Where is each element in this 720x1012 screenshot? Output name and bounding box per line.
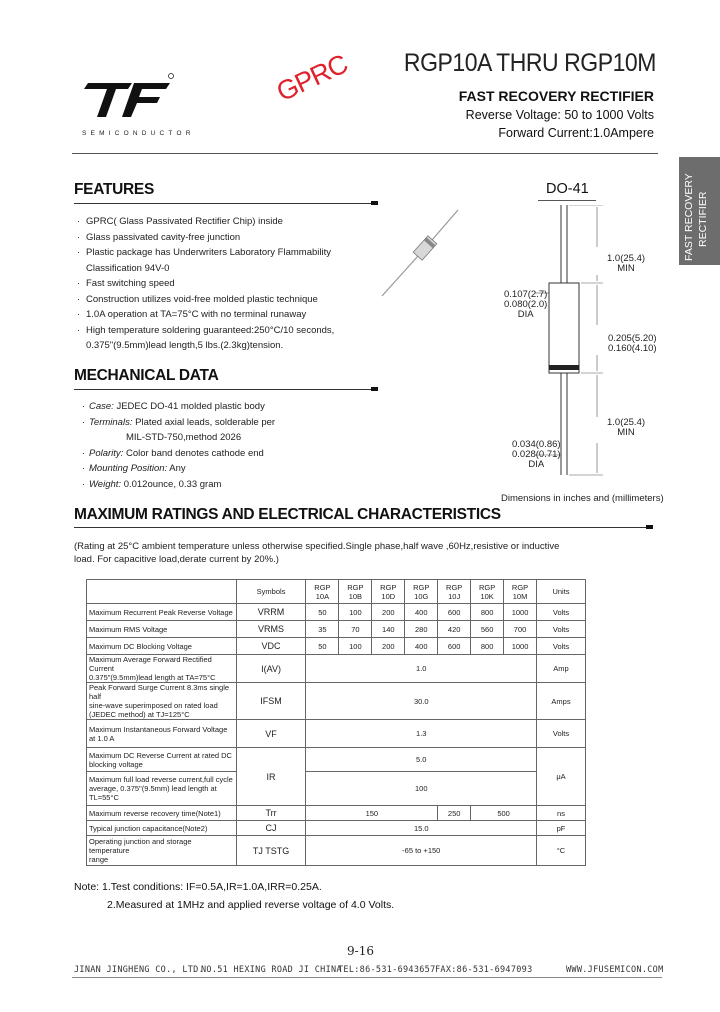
symbol-cell: TJ TSTG <box>236 836 306 866</box>
dimension-caption: Dimensions in inches and (millimeters) <box>501 493 664 504</box>
table-row <box>87 821 586 836</box>
value-cell: 15.0 <box>306 821 537 836</box>
unit-cell: Volts <box>537 604 586 621</box>
company-logo <box>80 73 175 121</box>
symbol-cell: IR <box>236 748 306 806</box>
footer-company: JINAN JINGHENG CO., LTD. <box>74 965 205 975</box>
dim-lead-bottom: 1.0(25.4) MIN <box>607 417 646 438</box>
symbol-cell: Trr <box>236 806 306 821</box>
part-header: RGP 10M <box>504 580 537 604</box>
table-row <box>87 772 586 806</box>
mechanical-rule <box>74 389 376 390</box>
header-divider <box>72 153 658 154</box>
value-cell: -65 to +150 <box>306 836 537 866</box>
value-cell: 1.0 <box>306 655 537 683</box>
page-title: RGP10A THRU RGP10M <box>403 49 656 77</box>
list-item: · Glass passivated cavity-free junction <box>77 231 241 243</box>
package-name: DO-41 <box>546 181 589 197</box>
list-item: · High temperature soldering guaranteed:250°C/10 seconds, <box>77 324 335 336</box>
param-cell: Maximum reverse recovery time(Note1) <box>87 806 237 821</box>
value-cell: 600 <box>438 638 471 655</box>
ratings-intro-1: (Rating at 25°C ambient temperature unless otherwise specified.Single phase,half wave ,60Hz,resistive or inductive <box>74 541 560 552</box>
list-item: · Polarity: Color band denotes cathode end <box>82 447 264 459</box>
unit-cell: Volts <box>537 638 586 655</box>
value-cell: 250 <box>438 806 471 821</box>
note-1: Note: 1.Test conditions: IF=0.5A,IR=1.0A,IRR=0.25A. <box>74 881 322 893</box>
value-cell: 400 <box>405 638 438 655</box>
unit-cell: ns <box>537 806 586 821</box>
footer-rule <box>72 977 662 978</box>
unit-cell: pF <box>537 821 586 836</box>
features-heading: FEATURES <box>74 181 154 198</box>
value-cell: 600 <box>438 604 471 621</box>
value-cell: 140 <box>372 621 405 638</box>
table-header-row <box>87 580 586 604</box>
value-cell: 800 <box>471 638 504 655</box>
value-cell: 100 <box>339 604 372 621</box>
part-header: RGP 10K <box>471 580 504 604</box>
symbol-cell: IFSM <box>236 683 306 720</box>
value-cell: 280 <box>405 621 438 638</box>
unit-cell: Amp <box>537 655 586 683</box>
part-header: RGP 10J <box>438 580 471 604</box>
value-cell: 400 <box>405 604 438 621</box>
product-type: FAST RECOVERY RECTIFIER <box>458 88 654 104</box>
list-item: · 1.0A operation at TA=75°C with no terminal runaway <box>77 309 307 320</box>
ratings-rule <box>74 527 651 528</box>
side-tab-line2: RECTIFIER <box>697 191 709 247</box>
value-cell: 50 <box>306 638 339 655</box>
unit-cell: Amps <box>537 683 586 720</box>
list-item: MIL-STD-750,method 2026 <box>126 432 242 444</box>
value-cell: 1000 <box>504 604 537 621</box>
value-cell: 700 <box>504 621 537 638</box>
value-cell: 5.0 <box>306 748 537 772</box>
table-row <box>87 720 586 748</box>
units-header: Units <box>537 580 586 604</box>
symbol-cell: CJ <box>236 821 306 836</box>
table-row <box>87 683 586 720</box>
symbols-header: Symbols <box>236 580 306 604</box>
list-item: · Mounting Position: Any <box>82 463 186 475</box>
value-cell: 30.0 <box>306 683 537 720</box>
footer-fax: FAX:86-531-6947093 <box>435 965 533 975</box>
param-cell: Operating junction and storage temperature range <box>87 836 237 866</box>
ratings-table <box>86 579 586 866</box>
table-row <box>87 748 586 772</box>
page-number: 9-16 <box>347 944 374 958</box>
value-cell: 500 <box>471 806 537 821</box>
diode-sketch <box>380 208 460 298</box>
mechanical-heading: MECHANICAL DATA <box>74 367 219 384</box>
list-item: Classification 94V-0 <box>86 262 170 274</box>
param-cell: Typical junction capacitance(Note2) <box>87 821 237 836</box>
side-tab <box>679 157 720 265</box>
unit-cell: Volts <box>537 720 586 748</box>
dim-body-dia: 0.107(2.7) 0.080(2.0) DIA <box>504 289 548 320</box>
value-cell: 1000 <box>504 638 537 655</box>
param-cell: Peak Forward Surge Current 8.3ms single half sine-wave superimposed on rated load (JEDEC method) at TJ=125°C <box>87 683 237 720</box>
table-cell <box>87 580 237 604</box>
table-row <box>87 621 586 638</box>
ratings-intro-2: load. For capacitive load,derate current by 20%.) <box>74 554 279 565</box>
part-header: RGP 10D <box>372 580 405 604</box>
footer-website: WWW.JFUSEMICON.COM <box>566 965 664 975</box>
value-cell: 70 <box>339 621 372 638</box>
side-tab-line1: FAST RECOVERY <box>683 173 695 261</box>
param-cell: Maximum full load reverse current,full cycle average, 0.375"(9.5mm) lead length at TL=55°C <box>87 772 237 806</box>
value-cell: 35 <box>306 621 339 638</box>
list-item: · Construction utilizes void-free molded plastic technique <box>77 293 318 305</box>
list-item: · Fast switching speed <box>77 278 175 289</box>
table-row <box>87 806 586 821</box>
param-cell: Maximum DC Reverse Current at rated DC blocking voltage <box>87 748 237 772</box>
footer-tel: TEL:86-531-6943657 <box>338 965 436 975</box>
param-cell: Maximum Recurrent Peak Reverse Voltage <box>87 604 237 621</box>
list-item: · GPRC( Glass Passivated Rectifier Chip) inside <box>77 216 283 227</box>
list-item: 0.375"(9.5mm)lead length,5 lbs.(2.3kg)tension. <box>86 340 284 351</box>
list-item: · Plastic package has Underwriters Laboratory Flammability <box>77 247 331 258</box>
value-cell: 1.3 <box>306 720 537 748</box>
symbol-cell: VF <box>236 720 306 748</box>
param-cell: Maximum Instantaneous Forward Voltage at 1.0 A <box>87 720 237 748</box>
symbol-cell: VDC <box>236 638 306 655</box>
unit-cell: μA <box>537 748 586 806</box>
value-cell: 420 <box>438 621 471 638</box>
param-cell: Maximum RMS Voltage <box>87 621 237 638</box>
dim-lead-top: 1.0(25.4) MIN <box>607 253 646 274</box>
table-row <box>87 836 586 866</box>
value-cell: 560 <box>471 621 504 638</box>
symbol-cell: I(AV) <box>236 655 306 683</box>
param-cell: Maximum Average Forward Rectified Current 0.375"(9.5mm)lead length at TA=75°C <box>87 655 237 683</box>
list-item: · Case: JEDEC DO-41 molded plastic body <box>82 401 265 412</box>
table-row <box>87 604 586 621</box>
gprc-mark: GPRC <box>272 48 352 108</box>
unit-cell: °C <box>537 836 586 866</box>
unit-cell: Volts <box>537 621 586 638</box>
value-cell: 800 <box>471 604 504 621</box>
ratings-heading: MAXIMUM RATINGS AND ELECTRICAL CHARACTERISTICS <box>74 506 501 523</box>
dim-body-length: 0.205(5.20) 0.160(4.10) <box>608 333 657 354</box>
value-cell: 50 <box>306 604 339 621</box>
list-item: · Weight: 0.012ounce, 0.33 gram <box>82 478 222 490</box>
value-cell: 200 <box>372 638 405 655</box>
part-header: RGP 10G <box>405 580 438 604</box>
table-row <box>87 655 586 683</box>
param-cell: Maximum DC Blocking Voltage <box>87 638 237 655</box>
list-item: · Terminals: Plated axial leads, solderable per <box>82 416 276 428</box>
table-row <box>87 638 586 655</box>
package-name-rule <box>538 200 596 201</box>
footer-address: NO.51 HEXING ROAD JI CHINA <box>201 965 342 975</box>
value-cell: 100 <box>339 638 372 655</box>
note-2: 2.Measured at 1MHz and applied reverse voltage of 4.0 Volts. <box>107 899 395 911</box>
features-rule <box>74 203 376 204</box>
features-list <box>77 214 386 354</box>
dim-lead-dia: 0.034(0.86) 0.028(0.71) DIA <box>512 439 561 470</box>
forward-current: Forward Current:1.0Ampere <box>498 126 654 140</box>
logo-subtitle: SEMICONDUCTOR <box>82 130 195 137</box>
mechanical-list <box>82 399 386 493</box>
part-header: RGP 10A <box>306 580 339 604</box>
symbol-cell: VRMS <box>236 621 306 638</box>
reverse-voltage: Reverse Voltage: 50 to 1000 Volts <box>465 108 654 122</box>
part-header: RGP 10B <box>339 580 372 604</box>
value-cell: 200 <box>372 604 405 621</box>
symbol-cell: VRRM <box>236 604 306 621</box>
value-cell: 150 <box>306 806 438 821</box>
value-cell: 100 <box>306 772 537 806</box>
